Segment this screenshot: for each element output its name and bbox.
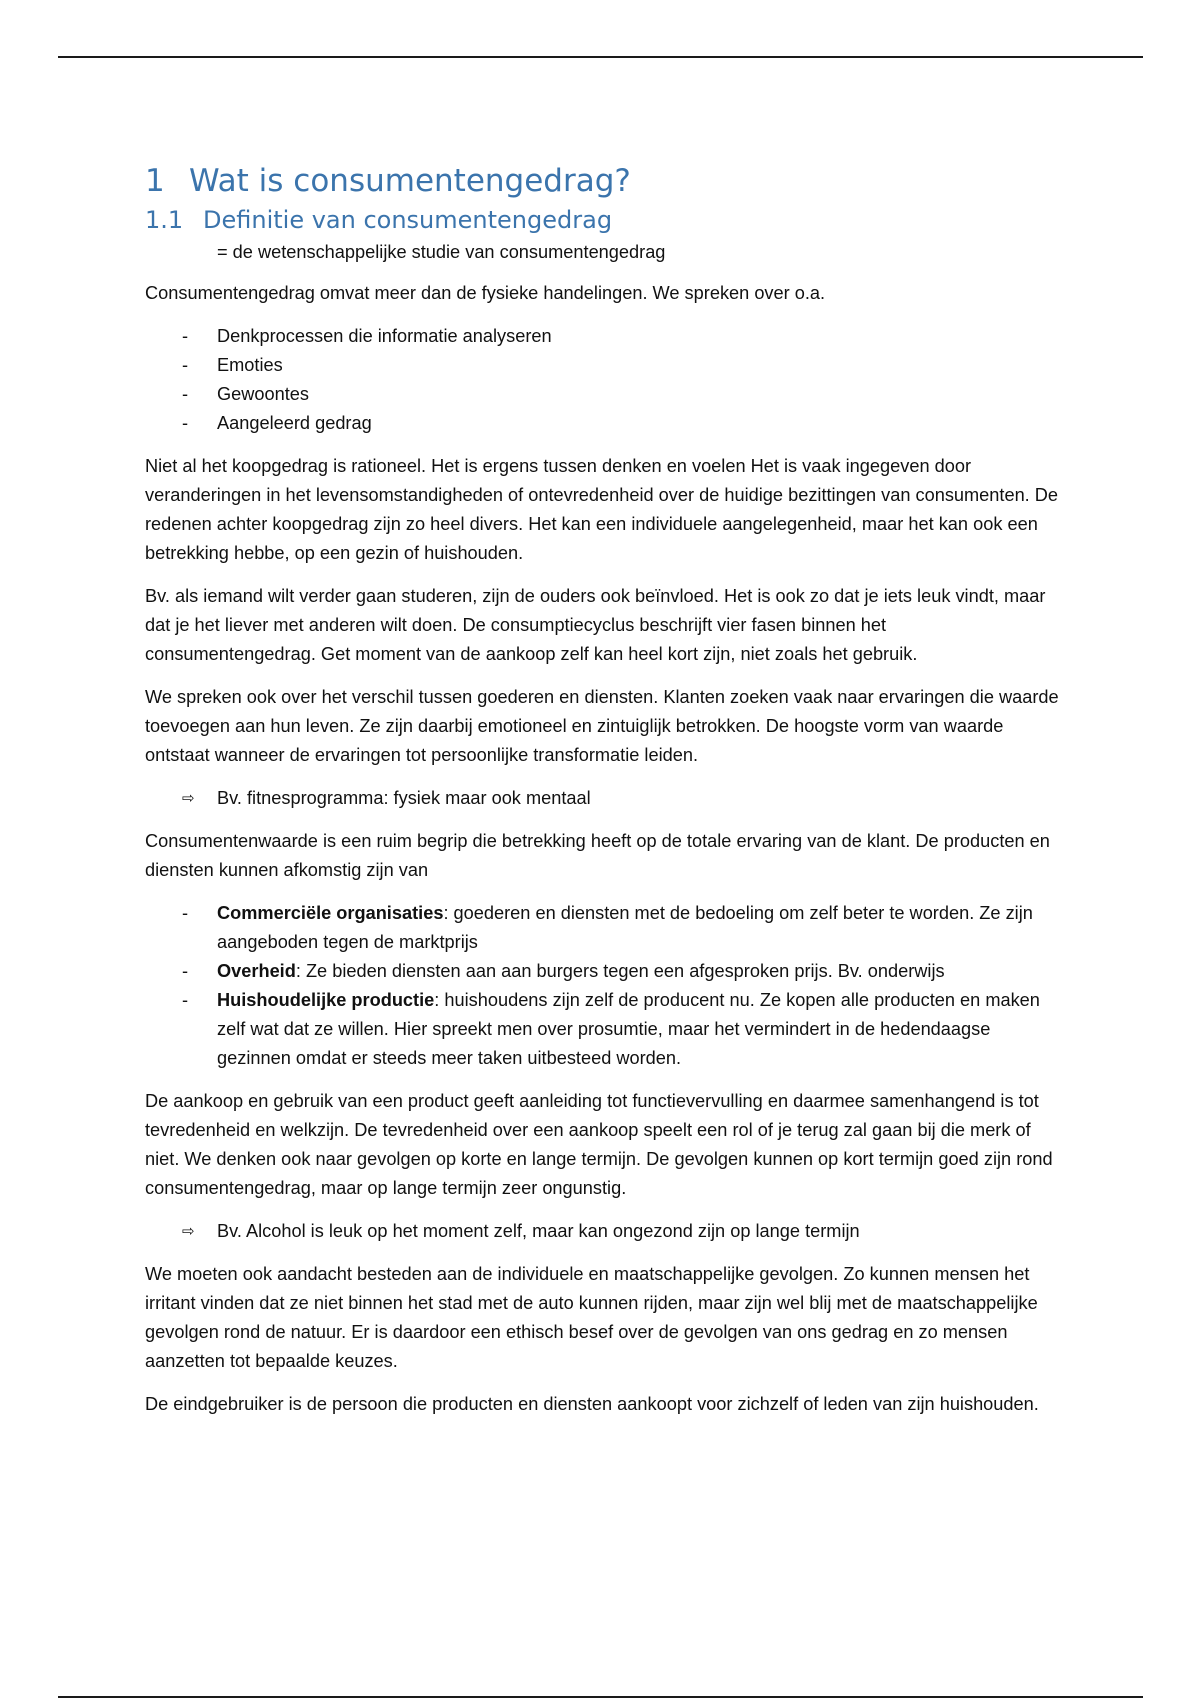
paragraph-1: Niet al het koopgedrag is rationeel. Het is ergens tussen denken en voelen Het is vaak ingegeven door veranderingen in het levensomstandigheden of ontevredenheid over de huidige bezittingen van consumenten. De redenen achter koopgedrag zijn zo heel divers. Het kan een individuele aangelegenheid, maar het kan ook een betrekking hebbe, op een gezin of huishouden.	[145, 456, 1059, 563]
list-term: Huishoudelijke productie	[217, 990, 435, 1010]
dash-bullet: -	[182, 413, 189, 433]
heading-1-number: 1	[145, 163, 165, 199]
heading-1-text: Wat is consumentengedrag?	[189, 163, 631, 199]
paragraph-2: Bv. als iemand wilt verder gaan studeren, zijn de ouders ook beïnvloed. Het is ook zo dat je iets leuk vindt, maar dat je het liever met anderen wilt doen. De consumptiecyclus beschrijft vier fasen binnen het consumentengedrag. Get moment van de aankoop zelf kan heel kort zijn, niet zoals het gebruik.	[145, 586, 1046, 664]
definition-text: = de wetenschappelijke studie van consumentengedrag	[217, 242, 666, 262]
list-item: - Huishoudelijke productie: huishoudens zijn zelf de producent nu. Ze kopen alle producten en maken zelf wat dat ze willen. Hier spreekt men over prosumtie, maar het vermindert in de hedendaagse gezinnen omdat er steeds meer taken uitbesteed worden.	[145, 986, 1060, 1073]
footer-rule	[58, 1696, 1143, 1698]
dash-bullet: -	[182, 384, 189, 404]
list-item: - Emoties	[145, 351, 1060, 380]
dash-bullet: -	[182, 903, 189, 923]
list-term: Overheid	[217, 961, 296, 981]
heading-2-text: Definitie van consumentengedrag	[203, 206, 613, 234]
heading-1	[145, 160, 1060, 202]
paragraph-4: Consumentenwaarde is een ruim begrip die betrekking heeft op de totale ervaring van de klant. De producten en diensten kunnen afkomstig zijn van	[145, 831, 1050, 880]
list-item: ⇨ Bv. fitnesprogramma: fysiek maar ook mentaal	[145, 784, 1060, 813]
list-term: Commerciële organisaties	[217, 903, 444, 923]
paragraph-3: We spreken ook over het verschil tussen goederen en diensten. Klanten zoeken vaak naar ervaringen die waarde toevoegen aan hun leven. Ze zijn daarbij emotioneel en zintuiglijk betrokken. De hoogste vorm van waarde ontstaat wanneer de ervaringen tot persoonlijke transformatie leiden.	[145, 687, 1059, 765]
header-rule	[58, 56, 1143, 58]
dash-bullet: -	[182, 990, 189, 1010]
arrow-right-icon: ⇨	[182, 789, 195, 807]
example-list-2	[145, 1217, 1060, 1246]
document-page	[145, 160, 1060, 1433]
list-item: - Aangeleerd gedrag	[145, 409, 1060, 438]
arrow-right-icon: ⇨	[182, 1222, 195, 1240]
list-item: - Denkprocessen die informatie analyseren	[145, 322, 1060, 351]
list-item: - Overheid: Ze bieden diensten aan aan burgers tegen een afgesproken prijs. Bv. onderwijs	[145, 957, 1060, 986]
list-item: ⇨ Bv. Alcohol is leuk op het moment zelf, maar kan ongezond zijn op lange termijn	[145, 1217, 1060, 1246]
dash-bullet: -	[182, 326, 189, 346]
example-list-1	[145, 784, 1060, 813]
list-item: - Gewoontes	[145, 380, 1060, 409]
dash-bullet: -	[182, 355, 189, 375]
intro-paragraph: Consumentengedrag omvat meer dan de fysieke handelingen. We spreken over o.a.	[145, 283, 826, 303]
paragraph-5: De aankoop en gebruik van een product geeft aanleiding tot functievervulling en daarmee samenhangend is tot tevredenheid en welkzijn. De tevredenheid over een aankoop speelt een rol of je terug zal gaan bij die merk of niet. We denken ook naar gevolgen op korte en lange termijn. De gevolgen kunnen op kort termijn goed zijn rond consumentengedrag, maar op lange termijn zeer ongunstig.	[145, 1091, 1053, 1198]
paragraph-6: We moeten ook aandacht besteden aan de individuele en maatschappelijke gevolgen. Zo kunnen mensen het irritant vinden dat ze niet binnen het stad met de auto kunnen rijden, maar zijn wel blij met de maatschappelijke gevolgen rond de natuur. Er is daardoor een ethisch besef over de gevolgen van ons gedrag en zo mensen aanzetten tot bepaalde keuzes.	[145, 1264, 1038, 1371]
behaviour-list	[145, 322, 1060, 438]
dash-bullet: -	[182, 961, 189, 981]
paragraph-7: De eindgebruiker is de persoon die producten en diensten aankoopt voor zichzelf of leden van zijn huishouden.	[145, 1394, 1039, 1414]
list-item: - Commerciële organisaties: goederen en diensten met de bedoeling om zelf beter te worden. Ze zijn aangeboden tegen de marktprijs	[145, 899, 1060, 957]
heading-2	[145, 202, 1060, 238]
heading-2-number: 1.1	[145, 206, 184, 234]
sources-list	[145, 899, 1060, 1073]
